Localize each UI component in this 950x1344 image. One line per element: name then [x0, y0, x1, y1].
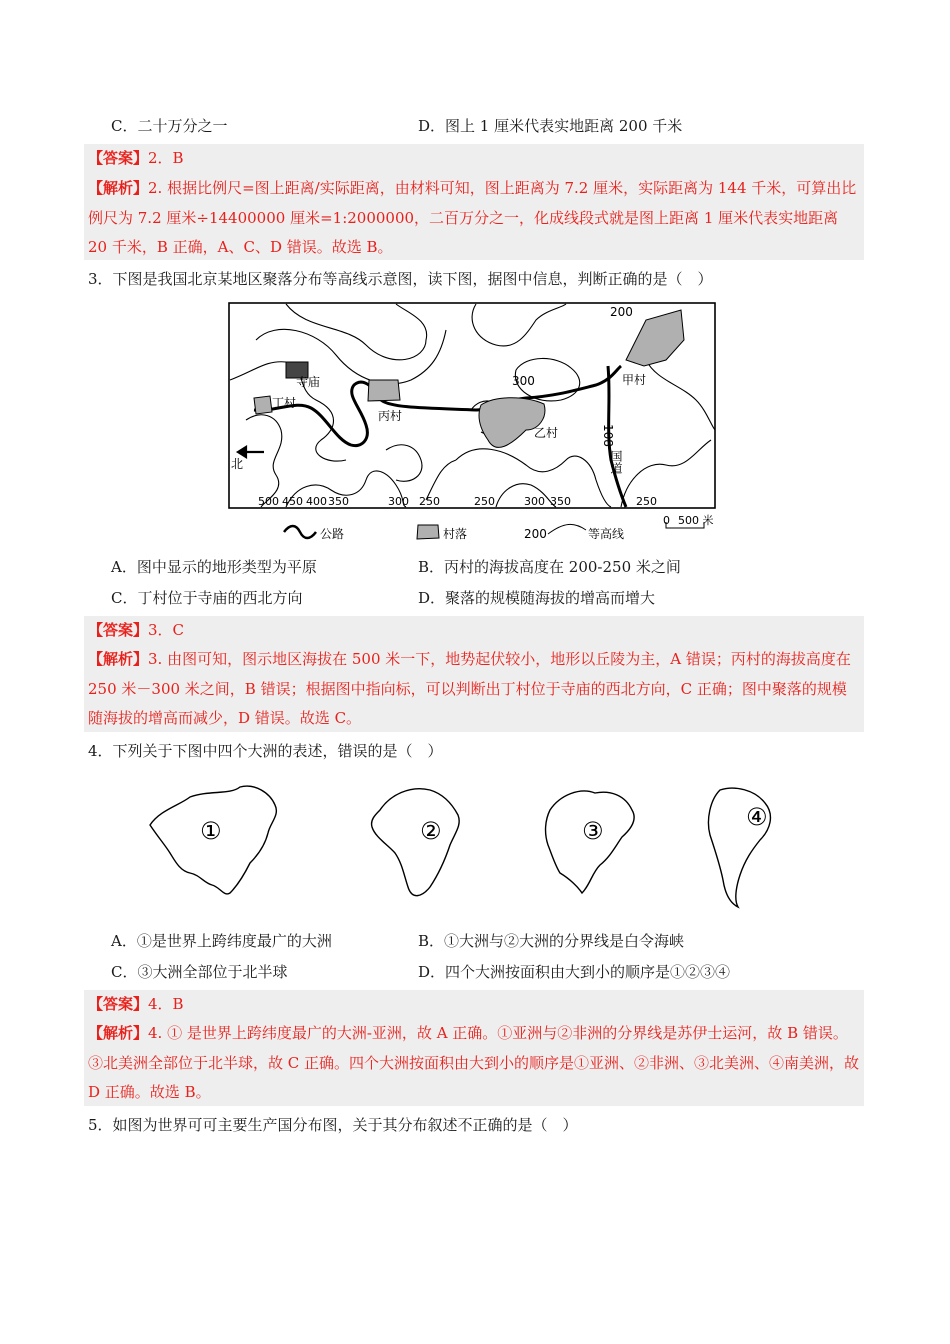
- bing-village: [368, 380, 400, 401]
- answer-value: 4．B: [148, 995, 184, 1013]
- continent-3-label: ③: [582, 817, 604, 845]
- svg-text:300: 300: [524, 495, 545, 508]
- analysis-tag: 【解析】: [88, 1024, 149, 1042]
- map-legend: [284, 513, 714, 541]
- q2-answer: [88, 144, 860, 174]
- legend-contour-icon: [548, 524, 586, 534]
- svg-text:350: 350: [550, 495, 571, 508]
- legend-road: 公路: [320, 527, 345, 541]
- legend-contour-value: 200: [524, 527, 547, 541]
- legend-contour: 等高线: [588, 527, 625, 541]
- q3-option-d: D．聚落的规模随海拔的增高而增大: [418, 589, 656, 607]
- analysis-tag: 【解析】: [88, 179, 149, 197]
- analysis-text: 3. 由图可知，图示地区海拔在 500 米一下，地势起伏较小，地形以丘陵为主，A 错误；丙村的海拔高度在 250 米－300 米之间，B 错误；根据图中指向标，可以判断出丁村位于寺庙的西北方向，C 正确；图中聚落的规模随海拔的增高而减少，D 错误。故选 C。: [88, 650, 851, 727]
- continent-1-label: ①: [200, 817, 222, 845]
- q3-answer: [88, 616, 860, 646]
- label-bing: 丙村: [378, 409, 403, 423]
- label-north: 北: [231, 457, 244, 471]
- svg-text:400: 400: [306, 495, 327, 508]
- q2-option-d: D．图上 1 厘米代表实地距离 200 千米: [418, 117, 683, 135]
- svg-text:250: 250: [474, 495, 495, 508]
- ding-village: [254, 396, 272, 414]
- svg-text:300: 300: [388, 495, 409, 508]
- contour-map: [226, 300, 726, 548]
- scale-value: 500 米: [678, 514, 714, 527]
- svg-text:350: 350: [328, 495, 349, 508]
- label-c200: 200: [610, 305, 633, 319]
- svg-text:250: 250: [419, 495, 440, 508]
- q4-option-b: B．①大洲与②大洲的分界线是白令海峡: [418, 932, 685, 950]
- label-jia: 甲村: [622, 373, 647, 387]
- q2-analysis: [88, 174, 860, 263]
- analysis-tag: 【解析】: [88, 650, 149, 668]
- q4-option-a: A．①是世界上跨纬度最广的大洲: [111, 932, 332, 950]
- answer-value: 3．C: [148, 621, 185, 639]
- q3-stem: 3．下图是我国北京某地区聚落分布等高线示意图，读下图，据图中信息，判断正确的是（ ）: [88, 270, 713, 288]
- q2-option-c: C．二十万分之一: [111, 117, 228, 135]
- continents-figure: [140, 775, 820, 915]
- answer-tag: 【答案】: [88, 149, 149, 167]
- legend-road-icon: [284, 526, 316, 538]
- answer-tag: 【答案】: [88, 621, 149, 639]
- q4-option-c: C．③大洲全部位于北半球: [111, 963, 288, 981]
- analysis-text: 4. ① 是世界上跨纬度最广的大洲-亚洲，故 A 正确。①亚洲与②非洲的分界线是苏伊士运河，故 B 错误。③北美洲全部位于北半球，故 C 正确。四个大洲按面积由大到小的顺序是①亚洲、②非洲、③北美洲、④南美洲，故 D 正确。故选 B。: [88, 1024, 860, 1101]
- label-ding: 丁村: [272, 396, 297, 410]
- answer-value: 2．B: [148, 149, 184, 167]
- label-yi: 乙村: [534, 426, 559, 440]
- q3-option-a: A．图中显示的地形类型为平原: [111, 558, 317, 576]
- analysis-text: 2. 根据比例尺=图上距离/实际距离，由材料可知，图上距离为 7.2 厘米，实际距离为 144 千米，可算出比例尺为 7.2 厘米÷14400000 厘米=1:2000000，二百万分之一，化成线段式就是图上距离 1 厘米代表实地距离 20 千米，B 正确，A、C、D 错误。故选 B。: [88, 179, 857, 256]
- label-road-name: 国道: [609, 450, 623, 474]
- q3-analysis: [88, 645, 860, 734]
- continent-4-label: ④: [746, 803, 768, 831]
- svg-text:250: 250: [636, 495, 657, 508]
- label-c300: 300: [512, 374, 535, 388]
- svg-text:450: 450: [282, 495, 303, 508]
- q3-option-b: B．丙村的海拔高度在 200-250 米之间: [418, 558, 681, 576]
- svg-text:500: 500: [258, 495, 279, 508]
- label-road-num: 108: [601, 424, 615, 447]
- q3-option-c: C．丁村位于寺庙的西北方向: [111, 589, 303, 607]
- q4-analysis: [88, 1019, 860, 1108]
- q5-stem: 5．如图为世界可可主要生产国分布图，关于其分布叙述不正确的是（ ）: [88, 1116, 578, 1134]
- q4-answer: [88, 990, 860, 1020]
- africa-outline: [372, 789, 460, 896]
- label-temple: 寺庙: [296, 375, 321, 389]
- answer-tag: 【答案】: [88, 995, 149, 1013]
- legend-village: 村落: [443, 527, 468, 541]
- scale-zero: 0: [663, 514, 670, 527]
- legend-village-icon: [417, 525, 439, 539]
- q4-stem: 4．下列关于下图中四个大洲的表述，错误的是（ ）: [88, 742, 443, 760]
- q4-option-d: D．四个大洲按面积由大到小的顺序是①②③④: [418, 963, 731, 981]
- continent-2-label: ②: [420, 817, 442, 845]
